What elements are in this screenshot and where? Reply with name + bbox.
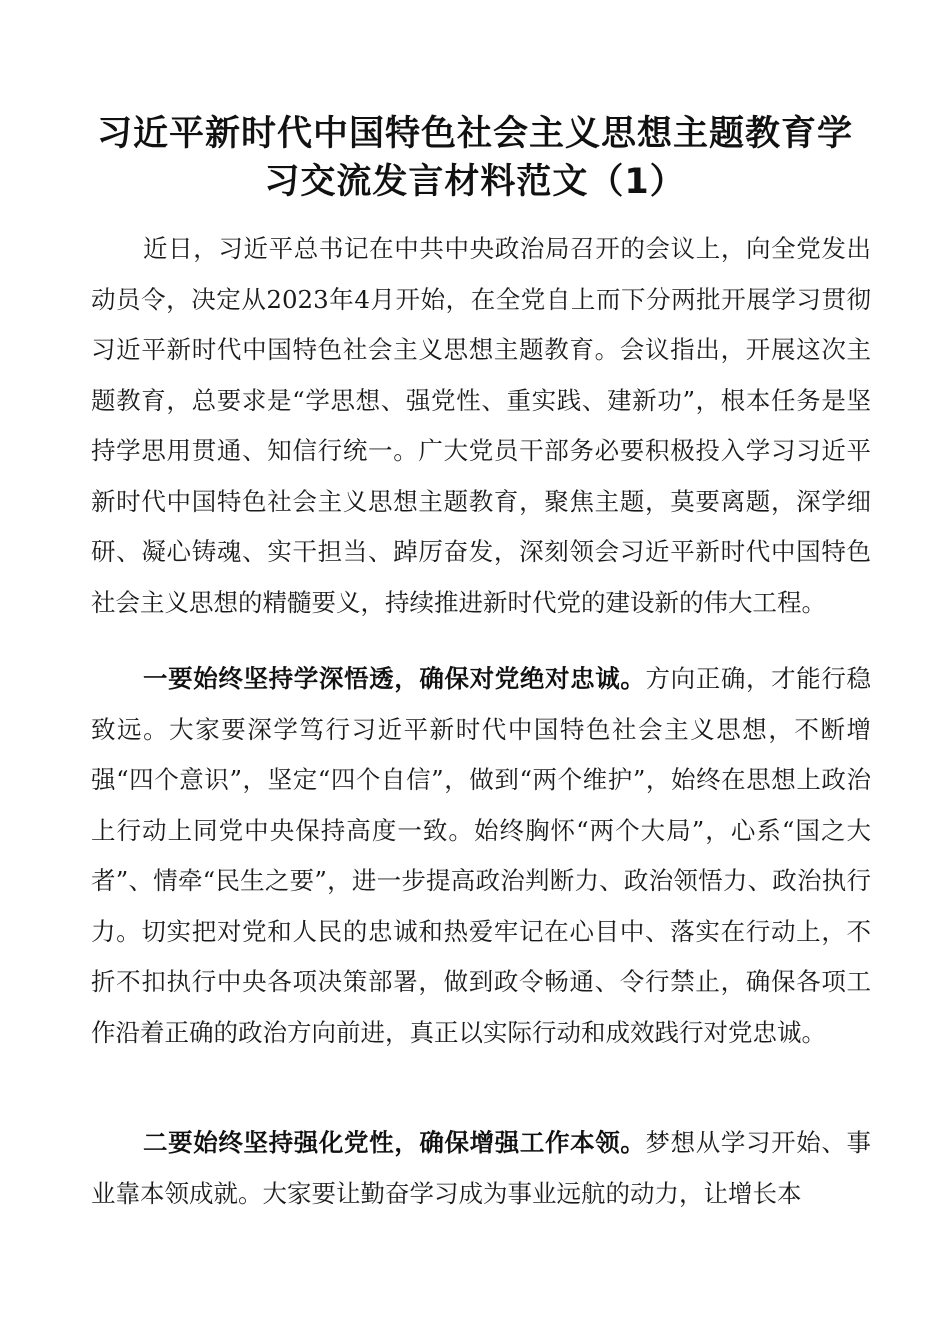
paragraph-heading: 一要始终坚持学深悟透，确保对党绝对忠诚。 bbox=[143, 664, 646, 693]
body-paragraph-intro bbox=[91, 224, 871, 628]
document-title-line-1: 习近平新时代中国特色社会主义思想主题教育学 bbox=[96, 114, 853, 154]
paragraph-heading: 二要始终坚持强化党性，确保增强工作本领。 bbox=[143, 1128, 646, 1157]
body-paragraph-point-2 bbox=[91, 1118, 871, 1219]
paragraph-text: 梦想从学习开始、事业靠本领成就。大家要让勤奋学习成为事业远航的动力，让增长本 bbox=[91, 1128, 871, 1208]
body-paragraph-point-1 bbox=[91, 654, 871, 1058]
paragraph-text: 方向正确，才能行稳致远。大家要深学笃行习近平新时代中国特色社会主义思想，不断增强“四个意识”，坚定“四个自信”，做到“两个维护”，始终在思想上政治上行动上同党中央保持高度一致。始终胸怀“两个大局”，心系“国之大者”、情牵“民生之要”，进一步提高政治判断力、政治领悟力、政治执行力。切实把对党和人民的忠诚和热爱牢记在心目中、落实在行动上，不折不扣执行中央各项决策部署，做到政令畅通、令行禁止，确保各项工作沿着正确的政治方向前进，真正以实际行动和成效践行对党忠诚。 bbox=[91, 664, 871, 1047]
document-title-line-2: 习交流发言材料范文（1） bbox=[264, 162, 686, 202]
paragraph-text: 近日，习近平总书记在中共中央政治局召开的会议上，向全党发出动员令，决定从2023年4月开始，在全党自上而下分两批开展学习贯彻习近平新时代中国特色社会主义思想主题教育。会议指出，开展这次主题教育，总要求是“学思想、强党性、重实践、建新功”，根本任务是坚持学思用贯通、知信行统一。广大党员干部务必要积极投入学习习近平新时代中国特色社会主义思想主题教育，聚焦主题，莫要离题，深学细研、凝心铸魂、实干担当、踔厉奋发，深刻领会习近平新时代中国特色社会主义思想的精髓要义，持续推进新时代党的建设新的伟大工程。 bbox=[91, 234, 871, 617]
